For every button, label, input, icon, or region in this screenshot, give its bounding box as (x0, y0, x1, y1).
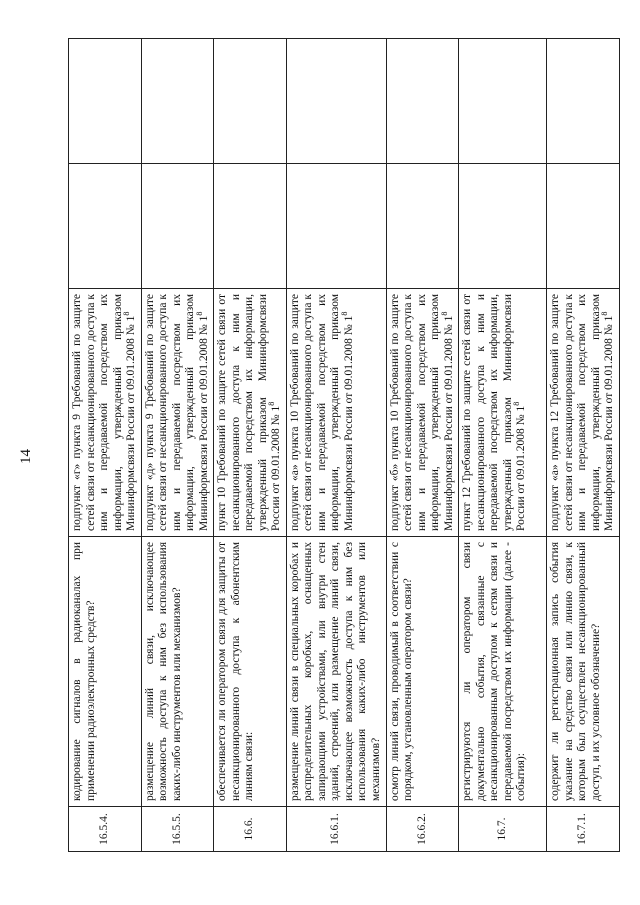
reference-text: подпункт «б» пункта 10 Требований по защите сетей связи от несанкционированного доступа к ним и передаваемой посредством их информации, утвержденный приказом Мининформсвязи России от 09.01.2008 № 1 (388, 294, 455, 531)
table-row (69, 39, 142, 852)
note-cell (214, 39, 287, 164)
rotated-page (68, 39, 616, 852)
answer-cell (69, 164, 142, 289)
footnote-mark: 8 (267, 401, 277, 406)
question-cell: регистрируются ли оператором связи документально события, связанные с несанкционированным доступом к сетям связи и передаваемой посредством их информации (далее - события): (459, 537, 547, 807)
row-number: 16.6.1. (286, 807, 386, 852)
footnote-mark: 8 (194, 311, 204, 316)
footnote-mark: 8 (122, 311, 132, 316)
answer-cell (214, 164, 287, 289)
note-cell (141, 39, 214, 164)
table-row (547, 39, 620, 852)
question-cell: размещение линий связи, исключающее возможность доступа к ним без использования каких-либо инструментов или механизмов? (141, 537, 214, 807)
reference-text: пункт 12 Требований по защите сетей связи от несанкционированного доступа к ним и передаваемой посредством их информации, утвержденный приказом Мининформсвязи России от 09.01.2008 № 1 (461, 294, 527, 531)
answer-cell (459, 164, 547, 289)
table-row (141, 39, 214, 852)
checklist-table (68, 38, 620, 852)
row-number: 16.6.2. (386, 807, 459, 852)
row-number: 16.7. (459, 807, 547, 852)
reference-cell (69, 289, 142, 537)
answer-cell (386, 164, 459, 289)
reference-text: подпункт «а» пункта 12 Требований по защите сетей связи от несанкционированного доступа к ним и передаваемой посредством их информации, утвержденный приказом Мининформсвязи России от 09.01.2008 № 1 (549, 294, 615, 531)
note-cell (69, 39, 142, 164)
note-cell (386, 39, 459, 164)
note-cell (547, 39, 620, 164)
reference-text: пункт 10 Требований по защите сетей связи от несанкционированного доступа к ним и передаваемой посредством их информации, утвержденный приказом Мининформсвязи России от 09.01.2008 № 1 (216, 294, 282, 531)
table-row (214, 39, 287, 852)
question-cell: кодирование сигналов в радиоканалах при применении радиоэлектронных средств? (69, 537, 142, 807)
reference-cell (386, 289, 459, 537)
row-number: 16.6. (214, 807, 287, 852)
row-number: 16.7.1. (547, 807, 620, 852)
footnote-mark: 8 (439, 311, 449, 316)
reference-cell (547, 289, 620, 537)
row-number: 16.5.4. (69, 807, 142, 852)
footnote-mark: 8 (512, 401, 522, 406)
page-number: 14 (18, 449, 34, 464)
reference-cell (141, 289, 214, 537)
answer-cell (286, 164, 386, 289)
footnote-mark: 8 (339, 311, 349, 316)
question-cell: размещение линий связи в специальных коробах и распределительных коробках, оснащенных запирающими устройствами, или внутри стен зданий, строений, или размещение линий связи, исключающее возможность доступа к ним без использования каких-либо инструментов или механизмов? (286, 537, 386, 807)
table-row (286, 39, 386, 852)
answer-cell (141, 164, 214, 289)
answer-cell (547, 164, 620, 289)
reference-cell (459, 289, 547, 537)
table-row (459, 39, 547, 852)
reference-cell (286, 289, 386, 537)
reference-text: подпункт «д» пункта 9 Требований по защите сетей связи от несанкционированного доступа к ним и передаваемой посредством их информации, утвержденный приказом Мининформсвязи России от 09.01.2008 № 1 (143, 294, 210, 531)
reference-text: подпункт «г» пункта 9 Требований по защите сетей связи от несанкционированного доступа к ним и передаваемой посредством их информации, утвержденный приказом Мининформсвязи России от 09.01.2008 № 1 (71, 294, 137, 531)
question-cell: обеспечивается ли оператором связи для защиты от несанкционированного доступа к абонентским линиям связи: (214, 537, 287, 807)
question-cell: содержит ли регистрационная запись события указание на средство связи или линию связи, к которым был осуществлен несанкционированный доступ, и их условное обозначение? (547, 537, 620, 807)
reference-text: подпункт «а» пункта 10 Требований по защите сетей связи от несанкционированного доступа к ним и передаваемой посредством их информации, утвержденный приказом Мининформсвязи России от 09.01.2008 № 1 (288, 294, 355, 531)
row-number: 16.5.5. (141, 807, 214, 852)
question-cell: осмотр линий связи, проводимый в соответствии с порядком, установленным оператором связи? (386, 537, 459, 807)
note-cell (286, 39, 386, 164)
footnote-mark: 8 (600, 311, 610, 316)
note-cell (459, 39, 547, 164)
reference-cell (214, 289, 287, 537)
table-row (386, 39, 459, 852)
